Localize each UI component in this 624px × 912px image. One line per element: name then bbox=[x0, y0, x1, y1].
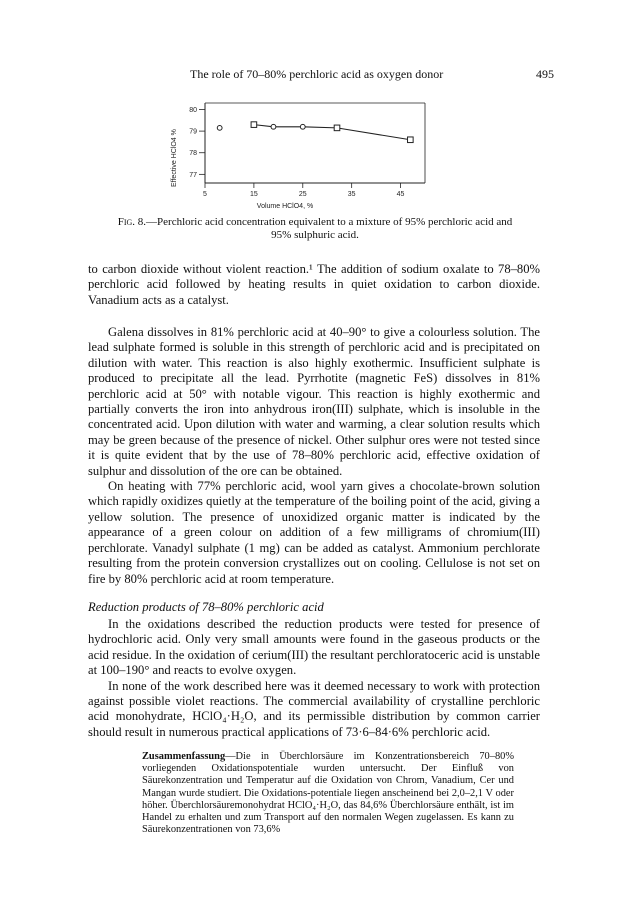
chart-svg bbox=[170, 95, 460, 213]
data-point-square bbox=[408, 137, 414, 143]
data-point-circle bbox=[217, 125, 222, 130]
paragraph-2 bbox=[88, 325, 540, 587]
paragraph-3 bbox=[88, 617, 540, 740]
figure-caption-label: Fig. 8. bbox=[117, 216, 147, 228]
paragraph-wool: On heating with 77% perchloric acid, wool yarn gives a chocolate-brown solution which rapidly oxidizes quietly at the temperature of the boiling point of the acid, giving a yellow solution. The presence of unoxidized organic matter is indicated by the appearance of a green colour on addition of a few milligrams of chromium(III) perchlorate. Vanadyl sulphate (1 mg) can be added as catalyst. Ammonium perchlorate resulting from the protein conversion crystallizes out on cooling. Cellulose is not set on fire by 80% perchloric acid at room temperature. bbox=[88, 479, 540, 586]
summary-block bbox=[142, 751, 514, 836]
y-axis-label: Effective HClO4 % bbox=[171, 129, 178, 187]
paragraph-1 bbox=[88, 262, 540, 308]
running-title: The role of 70–80% perchloric acid as oxygen donor bbox=[190, 67, 444, 81]
y-tick-label: 80 bbox=[189, 106, 197, 114]
y-tick-label: 79 bbox=[189, 128, 197, 136]
figure-caption-text: —Perchloric acid concentration equivalent to a mixture of 95% perchloric acid and 95% sulphuric acid. bbox=[146, 216, 513, 241]
y-tick-label: 78 bbox=[189, 150, 197, 158]
paragraph-galena: Galena dissolves in 81% perchloric acid at 40–90° to give a colourless solution. The lead sulphate formed is soluble in this strength of perchloric acid and is precipitated on dilution with water. This reaction is also highly exothermic. Insufficient sulphate is produced to precipitate all the lead. Pyrrhotite (magnetic FeS) dissolves in 81% perchloric acid at 50° with notable vigour. This reaction is highly exothermic and partially converts the iron into anhydrous iron(III) sulphate, which is insoluble in the concentrated acid. Upon dilution with water and warming, a clear solution results which may be green because of the presence of nickel. Other sulphur ores were not tested since it is quite evident that by the use of 78–80% perchloric acid, effective oxidation of sulphur and dissolution of the ore can be obtained. bbox=[88, 325, 540, 478]
x-tick-label: 5 bbox=[203, 191, 207, 198]
x-tick-label: 45 bbox=[396, 191, 405, 198]
figure-chart bbox=[170, 95, 460, 213]
data-point-square bbox=[251, 122, 257, 128]
data-point-circle bbox=[271, 124, 276, 129]
summary-text: —Die in Überchlorsäure im Konzentrationsbereich 70–80% vorliegenden Oxidationspotentiale wurden untersucht. Der Einfluß von Säurekonzentration und Temperatur auf die Oxidation von Chrom, Vanadium, Cer und Mangan wurde studiert. Die Oxidations-potentiale liegen anscheinend bei 2,0–2,1 V oder höher. Überchlorsäuremonohydrat HClO₄·H₂O, das 84,6% Überchlorsäure enthält, ist im Handel zu erhalten und zum Transport auf den normalen Wegen zugelassen. Es kann zu Säurekonzentrationen von 73,6% bbox=[142, 751, 514, 836]
x-tick-label: 15 bbox=[249, 191, 258, 198]
x-tick-label: 35 bbox=[347, 191, 356, 198]
data-point-square bbox=[334, 125, 340, 131]
paragraph-reduction: In the oxidations described the reduction products were tested for presence of hydrochloric acid. Only very small amounts were found in the gaseous products or the acid residue. In the oxidation of cerium(III) the resultant perchloratoceric acid is unstable at 100–190° and reacts to evolve oxygen. bbox=[88, 617, 540, 678]
section-heading: Reduction products of 78–80% perchloric acid bbox=[88, 600, 324, 614]
paragraph-1-text: to carbon dioxide without violent reaction.¹ The addition of sodium oxalate to 78–80% perchloric acid followed by heating results in quiet oxidation to carbon dioxide. Vanadium acts as a catalyst. bbox=[88, 262, 540, 307]
summary-lead: Zusammenfassung bbox=[142, 751, 226, 762]
paragraph-protection: In none of the work described here was it deemed necessary to work with protection against possible violet reactions. The commercial availability of crystalline perchloric acid monohydrate, HClO₄·H₂O, and its permissible distribution by common carrier should result in numerous practical applications of 73·6–84·6% perchloric acid. bbox=[88, 678, 540, 739]
x-axis-label: Volume HClO4, % bbox=[256, 203, 314, 210]
x-tick-label: 25 bbox=[298, 191, 307, 198]
figure-caption bbox=[110, 216, 520, 242]
series-line bbox=[254, 125, 410, 140]
page-number: 495 bbox=[536, 67, 554, 81]
y-tick-label: 77 bbox=[189, 171, 197, 179]
data-point-circle bbox=[300, 124, 305, 129]
